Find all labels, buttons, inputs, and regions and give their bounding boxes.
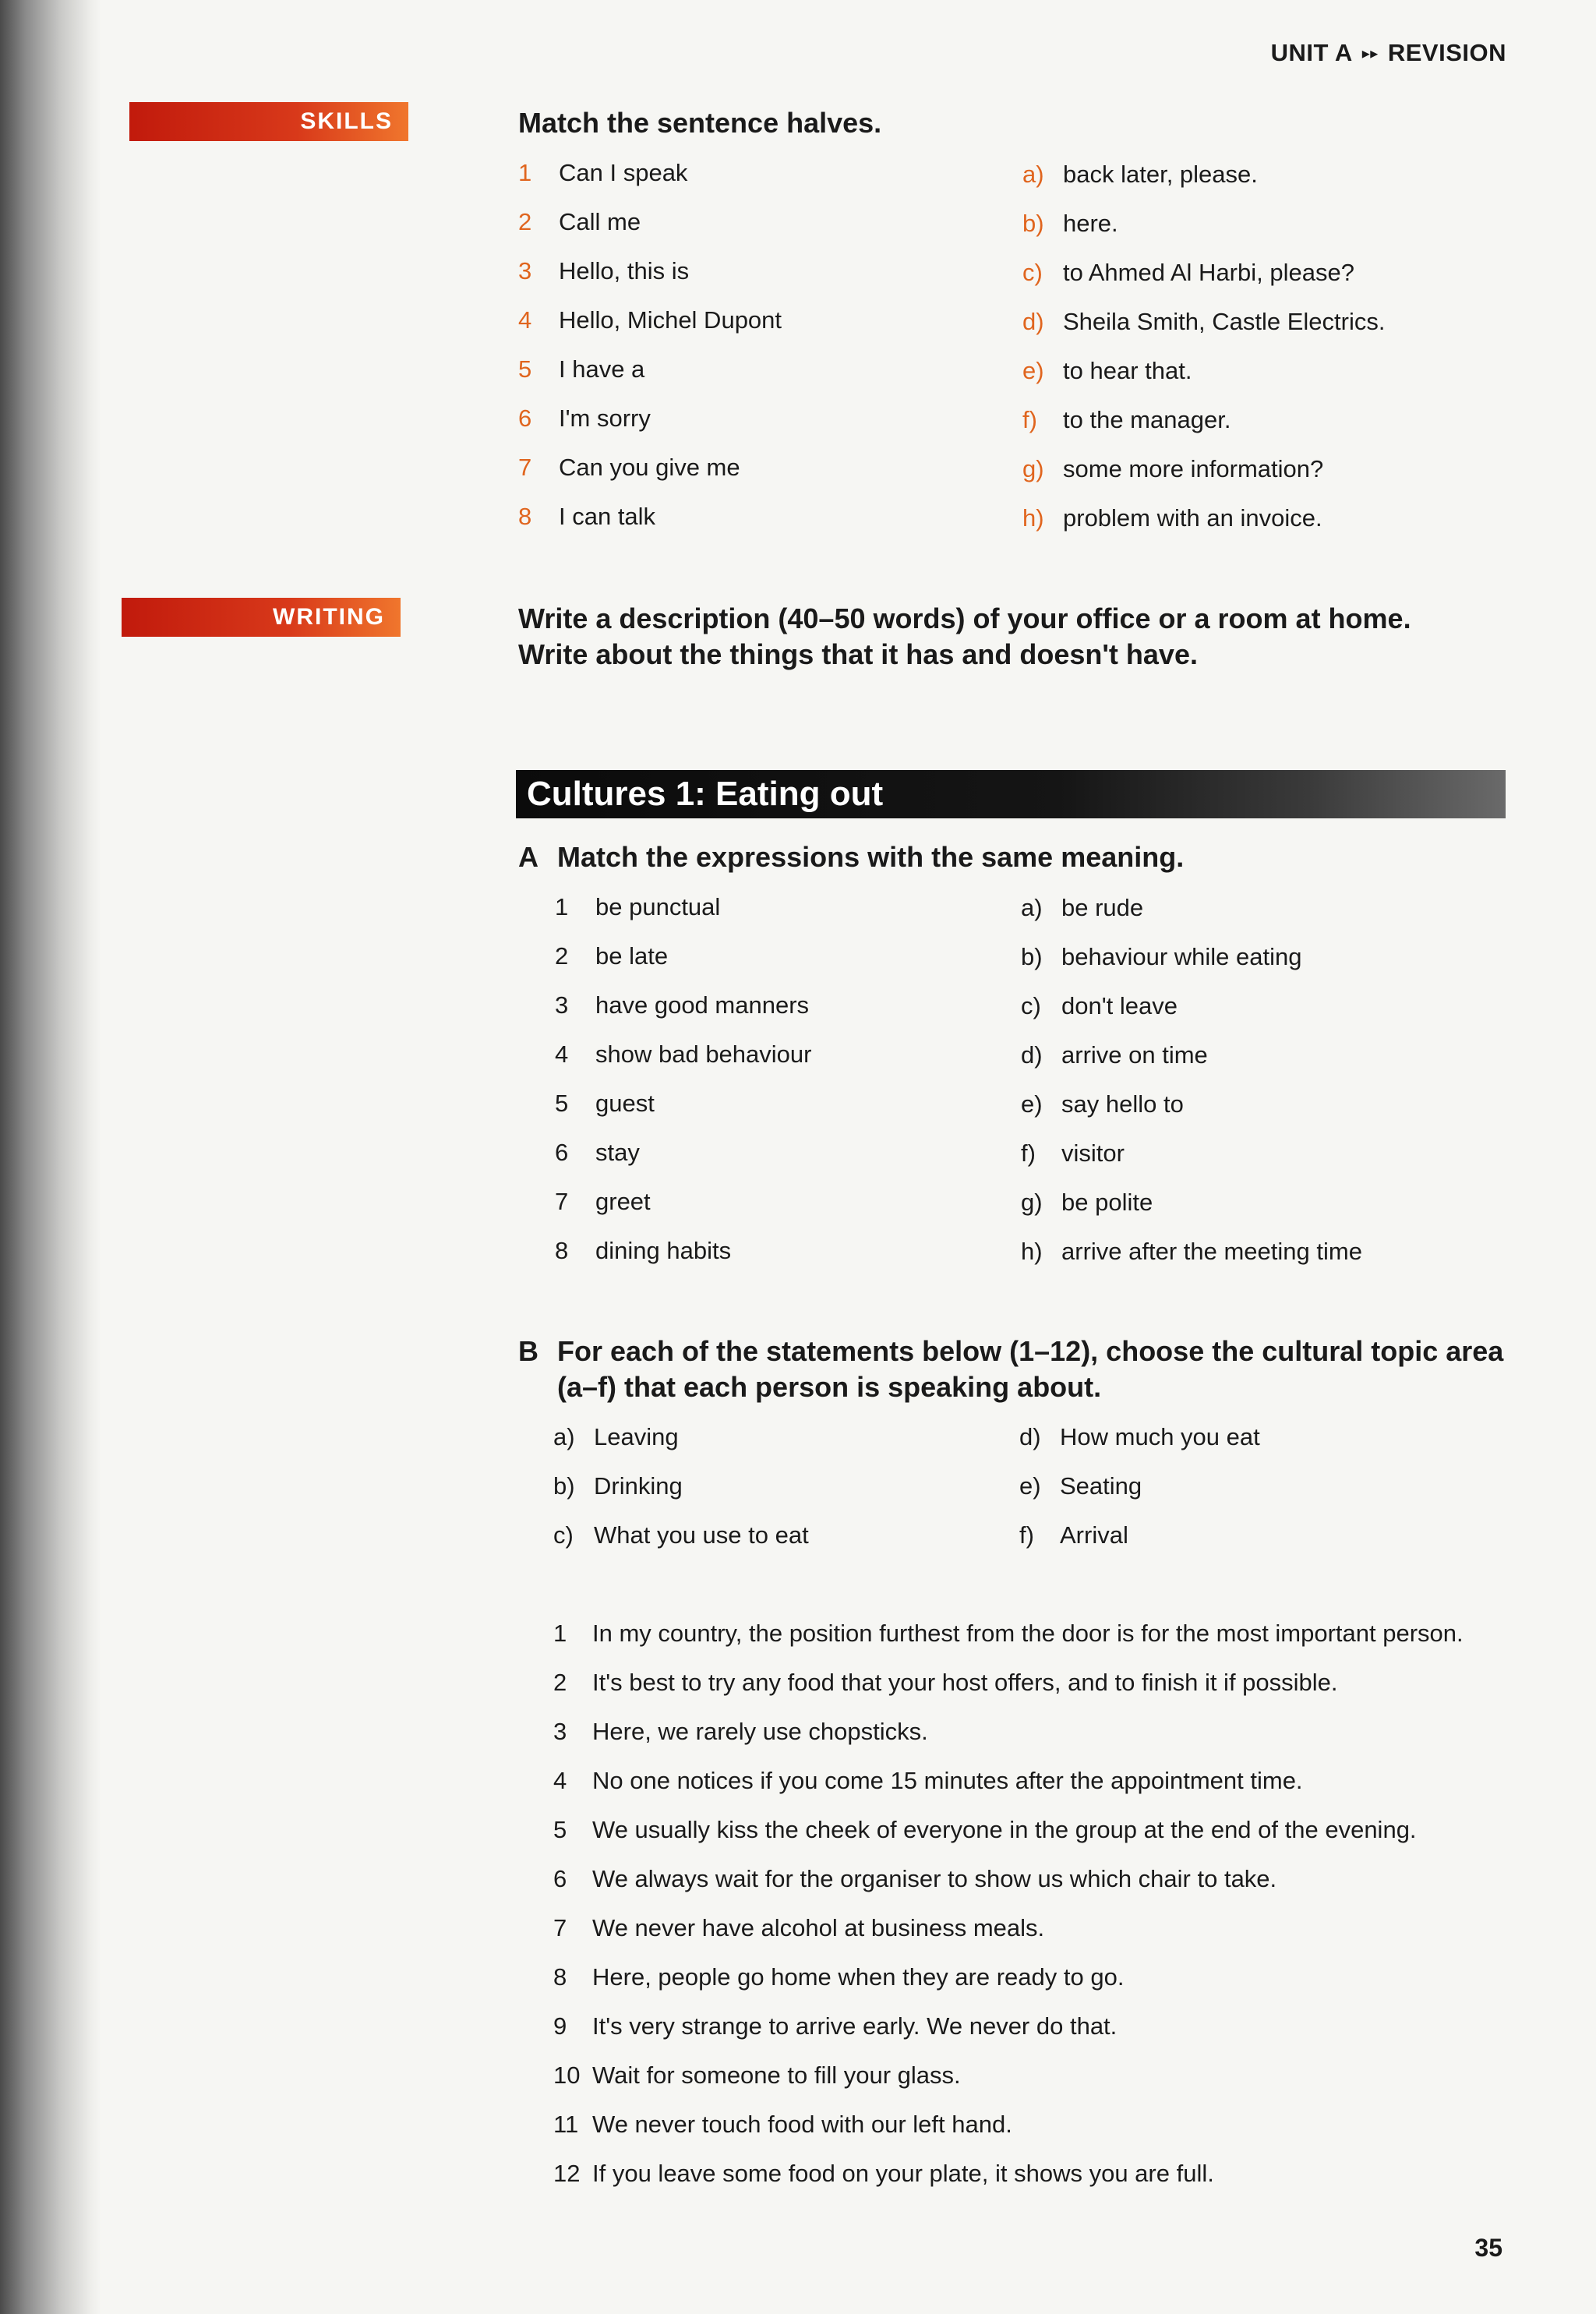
skills-tab: SKILLS <box>129 102 408 141</box>
list-item: f) Arrival <box>1019 1521 1128 1549</box>
section-b-heading-line1: B For each of the statements below (1–12), choose the cultural topic area <box>518 1335 1504 1367</box>
list-item: h) problem with an invoice. <box>1022 504 1322 532</box>
list-item: 3 have good manners <box>555 991 810 1019</box>
list-item: 4 No one notices if you come 15 minutes after the appointment time. <box>553 1767 1303 1794</box>
list-item: c) don't leave <box>1021 992 1178 1019</box>
list-item: 5 We usually kiss the cheek of everyone in the group at the end of the evening. <box>553 1816 1417 1843</box>
list-item: 6 I'm sorry <box>518 405 651 432</box>
arrows-icon: ▸▸ <box>1361 45 1379 62</box>
writing-instruction-line2: Write about the things that it has and doesn't have. <box>518 638 1198 670</box>
list-item: f) visitor <box>1021 1139 1125 1167</box>
list-item: 9 It's very strange to arrive early. We never do that. <box>553 2012 1118 2040</box>
list-item: 2 It's best to try any food that your host offers, and to finish it if possible. <box>553 1669 1338 1696</box>
list-item: 4 Hello, Michel Dupont <box>518 306 782 334</box>
list-item: g) be polite <box>1021 1189 1153 1216</box>
list-item: a) Leaving <box>553 1423 679 1450</box>
list-item: 7 Can you give me <box>518 454 740 481</box>
list-item: 2 Call me <box>518 208 641 235</box>
section-a-heading: A Match the expressions with the same meaning. <box>518 841 1185 873</box>
running-header <box>1271 39 1506 67</box>
list-item: g) some more information? <box>1022 455 1324 482</box>
list-item: 6 stay <box>555 1139 640 1166</box>
list-item: 3 Here, we rarely use chopsticks. <box>553 1718 928 1745</box>
list-item: 5 I have a <box>518 355 645 383</box>
list-item: b) Drinking <box>553 1472 683 1500</box>
list-item: 11 We never touch food with our left hand. <box>553 2111 1012 2138</box>
list-item: h) arrive after the meeting time <box>1021 1238 1362 1265</box>
list-item: a) be rude <box>1021 894 1144 921</box>
writing-tab: WRITING <box>122 598 401 637</box>
list-item: 7 We never have alcohol at business meals. <box>553 1914 1045 1941</box>
list-item: e) to hear that. <box>1022 357 1192 384</box>
list-item: b) behaviour while eating <box>1021 943 1302 970</box>
list-item: 3 Hello, this is <box>518 257 690 284</box>
list-item: c) What you use to eat <box>553 1521 809 1549</box>
section-b-heading-line2: (a–f) that each person is speaking about. <box>557 1371 1102 1403</box>
list-item: f) to the manager. <box>1022 406 1231 433</box>
list-item: 8 Here, people go home when they are ready to go. <box>553 1963 1125 1991</box>
list-item: 1 Can I speak <box>518 159 688 186</box>
list-item: 1 be punctual <box>555 893 721 920</box>
writing-instruction-line1: Write a description (40–50 words) of your office or a room at home. <box>518 602 1411 634</box>
list-item: a) back later, please. <box>1022 161 1258 188</box>
list-item: d) Sheila Smith, Castle Electrics. <box>1022 308 1386 335</box>
page-number: 35 <box>1474 2234 1502 2262</box>
list-item: 8 I can talk <box>518 503 656 530</box>
list-item: e) say hello to <box>1021 1090 1184 1118</box>
list-item: c) to Ahmed Al Harbi, please? <box>1022 259 1354 286</box>
list-item: d) arrive on time <box>1021 1041 1208 1069</box>
list-item: d) How much you eat <box>1019 1423 1260 1450</box>
list-item: 5 guest <box>555 1090 655 1117</box>
cultures-title-banner: Cultures 1: Eating out <box>516 770 1506 818</box>
list-item: 12 If you leave some food on your plate, it shows you are full. <box>553 2160 1214 2187</box>
list-item: 10 Wait for someone to fill your glass. <box>553 2061 961 2089</box>
book-spine-shadow <box>0 0 101 2314</box>
list-item: 6 We always wait for the organiser to show us which chair to take. <box>553 1865 1277 1892</box>
list-item: 1 In my country, the position furthest from the door is for the most important person. <box>553 1620 1464 1647</box>
list-item: 4 show bad behaviour <box>555 1040 812 1068</box>
list-item: 2 be late <box>555 942 669 970</box>
list-item: b) here. <box>1022 210 1118 237</box>
section-label: REVISION <box>1387 39 1506 66</box>
unit-label: UNIT A <box>1270 39 1353 66</box>
list-item: e) Seating <box>1019 1472 1142 1500</box>
skills-heading: Match the sentence halves. <box>518 107 882 139</box>
list-item: 7 greet <box>555 1188 651 1215</box>
list-item: 8 dining habits <box>555 1237 732 1264</box>
